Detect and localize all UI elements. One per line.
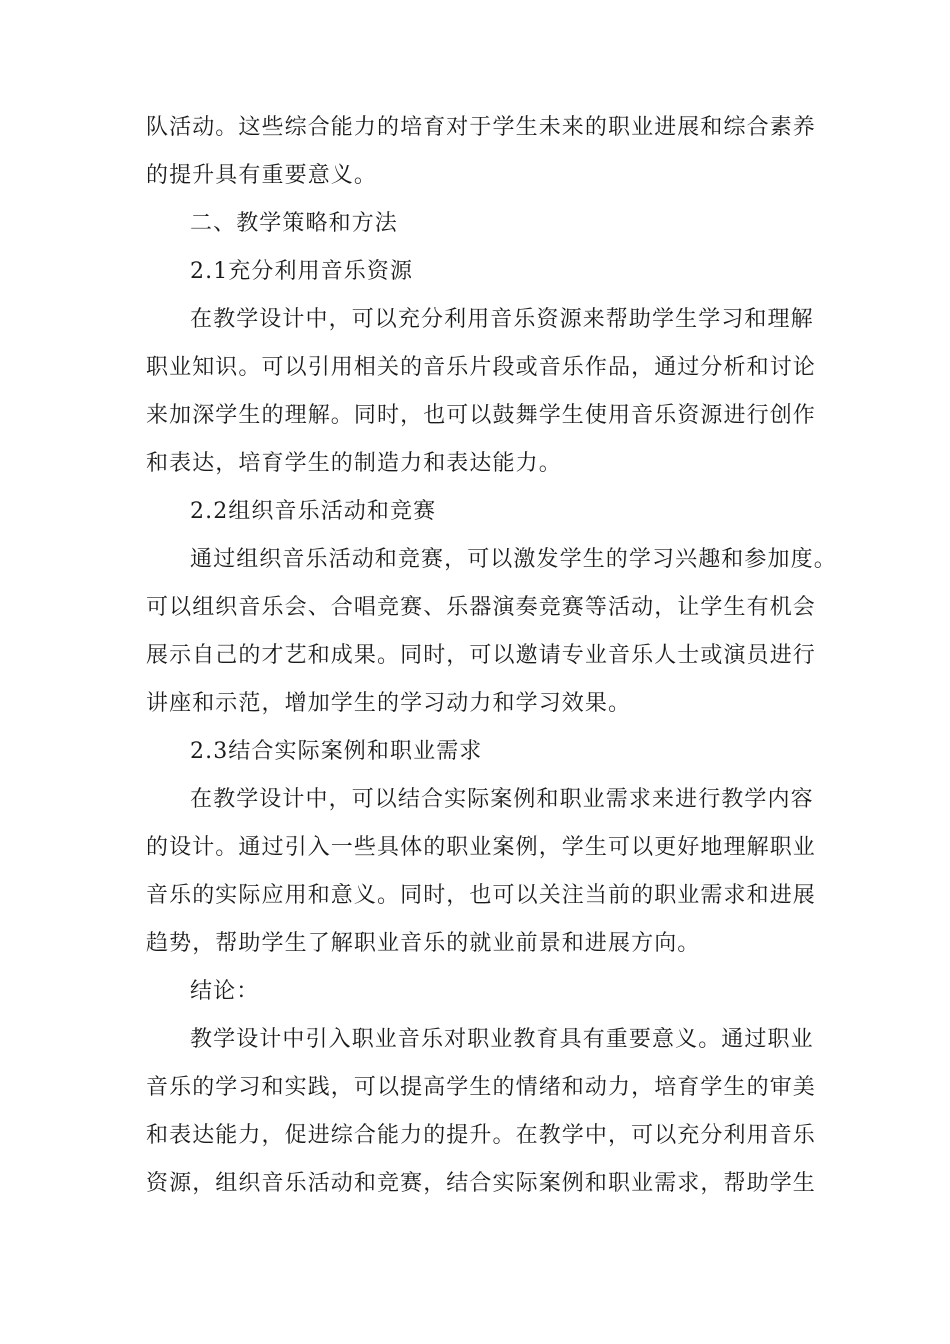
text-line: 可以组织音乐会、合唱竞赛、乐器演奏竞赛等活动，让学生有机会 — [146, 595, 816, 620]
text-line: 讲座和示范，增加学生的学习动力和学习效果。 — [146, 691, 632, 716]
section-heading: 二、教学策略和方法 — [190, 211, 398, 236]
text-line: 展示自己的才艺和成果。同时，可以邀请专业音乐人士或演员进行 — [146, 643, 816, 668]
paragraph-first-line: 通过组织音乐活动和竞赛，可以激发学生的学习兴趣和参加度。 — [190, 547, 837, 572]
text-line: 资源，组织音乐活动和竞赛，结合实际案例和职业需求，帮助学生 — [146, 1171, 816, 1196]
text-line: 音乐的学习和实践，可以提高学生的情绪和动力，培育学生的审美 — [146, 1075, 816, 1100]
subsection-heading: 2.1充分利用音乐资源 — [190, 259, 414, 284]
text-line: 趋势，帮助学生了解职业音乐的就业前景和进展方向。 — [146, 931, 701, 956]
text-line: 和表达能力，促进综合能力的提升。在教学中，可以充分利用音乐 — [146, 1123, 816, 1148]
subsection-heading: 2.2组织音乐活动和竞赛 — [190, 499, 437, 524]
text-line: 音乐的实际应用和意义。同时，也可以关注当前的职业需求和进展 — [146, 883, 816, 908]
paragraph-first-line: 在教学设计中，可以结合实际案例和职业需求来进行教学内容 — [190, 787, 814, 812]
text-line: 队活动。这些综合能力的培育对于学生未来的职业进展和综合素养 — [146, 115, 816, 140]
text-line: 和表达，培育学生的制造力和表达能力。 — [146, 451, 562, 476]
conclusion-heading: 结论： — [190, 979, 260, 1004]
text-line: 的提升具有重要意义。 — [146, 163, 378, 188]
text-line: 职业知识。可以引用相关的音乐片段或音乐作品，通过分析和讨论 — [146, 355, 816, 380]
subsection-heading: 2.3结合实际案例和职业需求 — [190, 739, 483, 764]
paragraph-first-line: 在教学设计中，可以充分利用音乐资源来帮助学生学习和理解 — [190, 307, 814, 332]
document-body — [146, 104, 837, 1208]
text-line: 来加深学生的理解。同时，也可以鼓舞学生使用音乐资源进行创作 — [146, 403, 816, 428]
text-line: 的设计。通过引入一些具体的职业案例，学生可以更好地理解职业 — [146, 835, 816, 860]
paragraph-first-line: 教学设计中引入职业音乐对职业教育具有重要意义。通过职业 — [190, 1027, 814, 1052]
